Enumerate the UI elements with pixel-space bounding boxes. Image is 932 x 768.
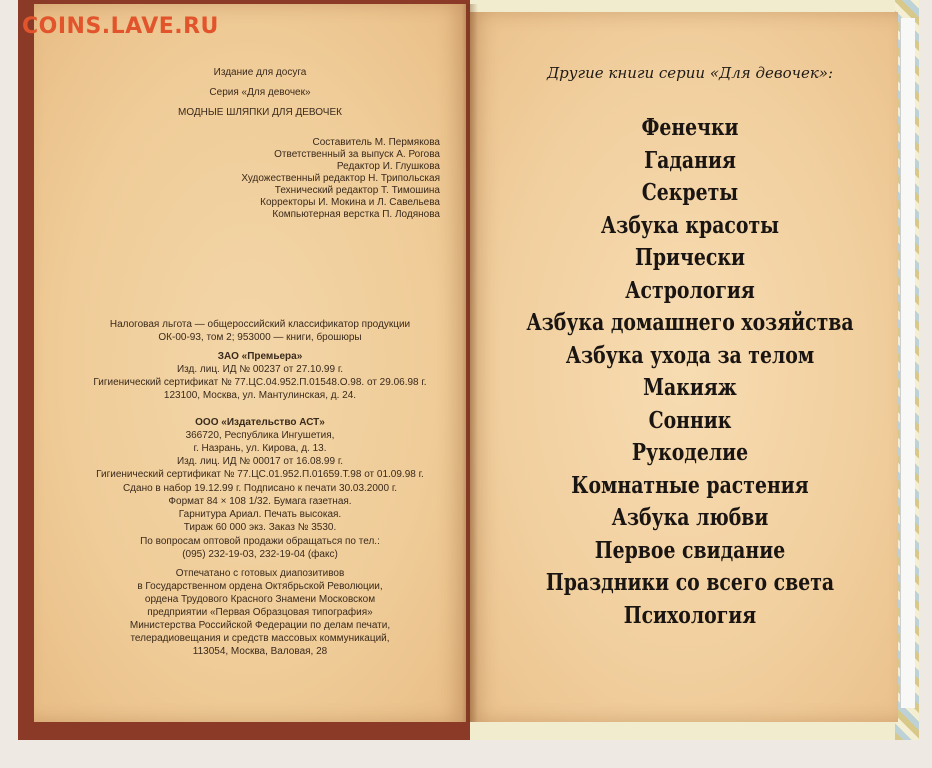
- wholesale-line: По вопросам оптовой продажи обращаться по тел.:: [140, 536, 380, 547]
- book-title-item: Азбука ухода за телом: [565, 341, 815, 369]
- credit-line: Составитель М. Пермякова: [312, 137, 440, 148]
- print-line: Гарнитура Ариал. Печать высокая.: [178, 509, 342, 520]
- print-line: Формат 84 × 108 1/32. Бумага газетная.: [168, 496, 352, 507]
- printing-line: в Государственном ордена Октябрьской Революции,: [137, 581, 383, 592]
- edition-type: Издание для досуга: [213, 67, 307, 78]
- publisher-line: Изд. лиц. ИД № 00017 от 16.08.99 г.: [176, 456, 344, 467]
- printing-line: предприятии «Первая Образцовая типография»: [147, 607, 373, 618]
- publisher-premiera-block: [70, 350, 450, 402]
- tax-block: [70, 318, 450, 344]
- watermark: COINS.LAVE.RU: [22, 14, 219, 39]
- book-title-item: Рукоделие: [631, 439, 749, 466]
- print-line: Сдано в набор 19.12.99 г. Подписано к печати 30.03.2000 г.: [122, 483, 398, 494]
- book-title-item: Астрология: [625, 276, 755, 304]
- other-books-list: [490, 112, 890, 632]
- tax-line: Налоговая льгота — общероссийский классификатор продукции: [109, 319, 411, 330]
- book-title-item: Психология: [623, 601, 757, 629]
- printing-house-block: [70, 567, 450, 658]
- tax-line: ОК-00-93, том 2; 953000 — книги, брошюры: [158, 332, 362, 343]
- printing-line: телерадиовещания и средств массовых коммуникаций,: [130, 633, 390, 644]
- book-title-item: Азбука домашнего хозяйства: [526, 309, 854, 336]
- book-title-item: Секреты: [641, 179, 739, 206]
- publisher-name: ООО «Издательство АСТ»: [195, 417, 325, 428]
- credit-line: Корректоры И. Мокина и Л. Савельева: [260, 197, 440, 208]
- publisher-name: ЗАО «Премьера»: [217, 351, 303, 362]
- other-books-heading: Другие книги серии «Для девочек»:: [546, 64, 834, 82]
- publisher-line: 123100, Москва, ул. Мантулинская, д. 24.: [163, 390, 357, 401]
- printing-line: Отпечатано с готовых диапозитивов: [175, 568, 345, 579]
- book-title: МОДНЫЕ ШЛЯПКИ ДЛЯ ДЕВОЧЕК: [178, 107, 342, 118]
- book-title-item: Праздники со всего света: [545, 569, 835, 596]
- series-line: Серия «Для девочек»: [209, 87, 311, 98]
- printing-line: Министерства Российской Федерации по делам печати,: [129, 620, 391, 631]
- print-details-block: [70, 482, 450, 534]
- wholesale-phone: (095) 232-19-03, 232-19-04 (факс): [182, 549, 338, 560]
- book-title-item: Комнатные растения: [571, 471, 809, 499]
- credit-line: Технический редактор Т. Тимошина: [274, 185, 440, 196]
- page-edge-strip: [900, 18, 915, 708]
- book-title-item: Прически: [635, 244, 745, 271]
- book-title-item: Азбука красоты: [600, 211, 780, 239]
- book-title-item: Азбука любви: [611, 504, 769, 531]
- credit-line: Компьютерная верстка П. Лодянова: [272, 209, 440, 220]
- book-title-item: Сонник: [648, 406, 732, 434]
- publisher-line: г. Назрань, ул. Кирова, д. 13.: [193, 443, 327, 454]
- publisher-ast-block: [70, 416, 450, 481]
- book-spine: [462, 4, 478, 722]
- credit-line: Редактор И. Глушкова: [336, 161, 440, 172]
- credits-list: [130, 137, 440, 221]
- printing-line: 113054, Москва, Валовая, 28: [192, 646, 328, 657]
- wholesale-contact-block: [70, 535, 450, 561]
- publisher-line: Гигиенический сертификат № 77.ЦС.01.952.П.01659.Т.98 от 01.09.98 г.: [96, 469, 424, 480]
- credit-line: Художественный редактор Н. Трипольская: [241, 173, 440, 184]
- credit-line: Ответственный за выпуск А. Рогова: [274, 149, 440, 160]
- imprint-header: [70, 66, 450, 119]
- book-title-item: Фенечки: [641, 114, 739, 141]
- publisher-line: Изд. лиц. ИД № 00237 от 27.10.99 г.: [176, 364, 344, 375]
- book-title-item: Первое свидание: [594, 536, 786, 564]
- book-title-item: Макияж: [643, 374, 737, 401]
- publisher-line: 366720, Республика Ингушетия,: [185, 430, 335, 441]
- publisher-line: Гигиенический сертификат № 77.ЦС.04.952.П.01548.О.98. от 29.06.98 г.: [93, 377, 427, 388]
- print-line: Тираж 60 000 экз. Заказ № 3530.: [183, 522, 337, 533]
- printing-line: ордена Трудового Красного Знамени Московском: [144, 594, 376, 605]
- book-title-item: Гадания: [644, 146, 736, 174]
